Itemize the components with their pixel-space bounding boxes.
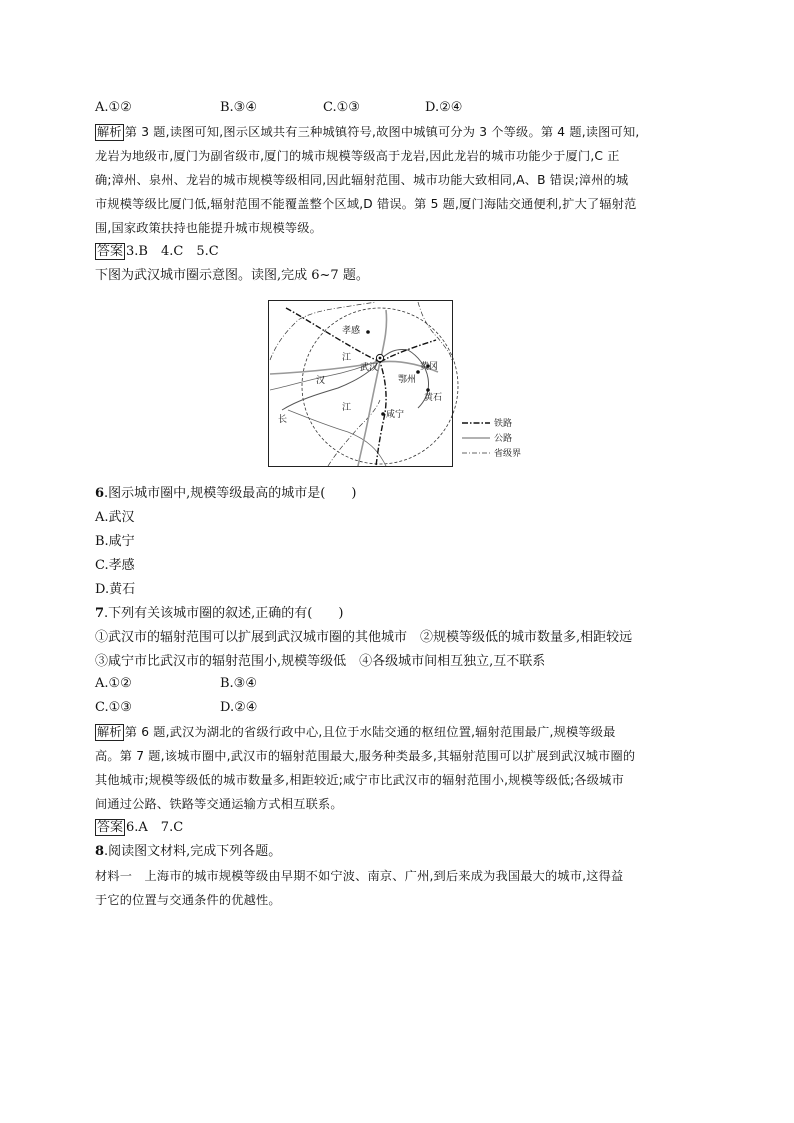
xiaogan-marker <box>366 330 370 334</box>
answer-1: 答案 3.B 4.C 5.C <box>97 244 219 259</box>
question-8: 8.阅读图文材料,完成下列各题。 <box>95 844 282 859</box>
analysis-1-line-3: 确;漳州、泉州、龙岩的城市规模等级相同,因此辐射范围、城市功能大致相同,A、B 错误;漳州的城 <box>95 173 629 187</box>
analysis-2-line-2: 高。第 7 题,该城市圈中,武汉市的辐射范围最大,服务种类最多,其辐射范围可以扩展到武汉城市圈的 <box>95 749 636 763</box>
label-jiang-1: 江 <box>342 353 352 363</box>
q6-option-b: B.咸宁 <box>95 534 135 549</box>
q7-option-d: D.②④ <box>220 700 258 715</box>
q6-option-c: C.孝感 <box>95 558 135 573</box>
q5-option-d: D.②④ <box>425 100 463 115</box>
analysis-2-line-1: 解析 第 6 题,武汉为湖北的省级行政中心,且位于水陆交通的枢纽位置,辐射范围最广,规模等级最 <box>97 725 616 739</box>
label-han: 汉 <box>316 376 326 386</box>
label-chang: 长 <box>278 415 288 425</box>
q7-option-a: A.①② <box>95 676 132 691</box>
question-7: 7.下列有关该城市圈的叙述,正确的有( ) <box>95 606 344 621</box>
q5-option-a: A.①② <box>95 100 132 115</box>
q5-option-b: B.③④ <box>220 100 257 115</box>
label-ezhou: 鄂州 <box>398 375 417 385</box>
q6-option-a: A.武汉 <box>95 510 135 525</box>
analysis-2-line-3: 其他城市;规模等级低的城市数量多,相距较近;咸宁市比武汉市的辐射范围小,规模等级低;各级城市 <box>95 773 624 787</box>
analysis-1-line-1: 解析 第 3 题,读图可知,图示区域共有三种城镇符号,故图中城镇可分为 3 个等级。第 4 题,读图可知, <box>97 125 640 139</box>
answer-tag: 答案 <box>97 244 124 259</box>
xianning-marker <box>381 412 385 416</box>
answer-tag-2: 答案 <box>97 820 124 835</box>
label-huangshi: 黄石 <box>424 393 443 403</box>
legend-border: 省级界 <box>494 449 522 459</box>
analysis-1-line-5: 围,国家政策扶持也能提升城市规模等级。 <box>95 221 323 235</box>
wuhan-city-circle-map <box>268 300 538 468</box>
q7-statements-2: ③咸宁市比武汉市的辐射范围小,规模等级低 ④各级城市间相互独立,互不联系 <box>95 654 546 669</box>
analysis-tag: 解析 <box>97 125 122 139</box>
analysis-1-line-4: 市规模等级比厦门低,辐射范围不能覆盖整个区域,D 错误。第 5 题,厦门海陆交通便利,扩大了辐射范 <box>95 197 637 211</box>
question-6: 6.图示城市圈中,规模等级最高的城市是( ) <box>95 486 357 501</box>
material-1-line-1: 材料一 上海市的城市规模等级由早期不如宁波、南京、广州,到后来成为我国最大的城市,这得益 <box>95 869 624 883</box>
huangshi-marker <box>426 388 430 392</box>
analysis-1-line-2: 龙岩为地级市,厦门为副省级市,厦门的城市规模等级高于龙岩,因此龙岩的城市功能少于厦门,C 正 <box>95 149 620 163</box>
label-huanggang: 黄冈 <box>420 362 439 372</box>
legend-road: 公路 <box>494 434 513 444</box>
q7-statements-1: ①武汉市的辐射范围可以扩展到武汉城市圈的其他城市 ②规模等级低的城市数量多,相距较远 <box>95 630 633 645</box>
q7-option-b: B.③④ <box>220 676 257 691</box>
material-1-line-2: 于它的位置与交通条件的优越性。 <box>95 893 281 907</box>
label-xiaogan: 孝感 <box>342 326 361 336</box>
label-xianning: 咸宁 <box>386 410 405 420</box>
q6-option-d: D.黄石 <box>95 582 136 597</box>
analysis-2-line-4: 间通过公路、铁路等交通运输方式相互联系。 <box>95 797 343 811</box>
map-intro: 下图为武汉城市圈示意图。读图,完成 6~7 题。 <box>95 268 369 283</box>
analysis-tag-2: 解析 <box>97 725 122 739</box>
legend-rail: 铁路 <box>494 419 513 429</box>
label-wuhan: 武汉 <box>360 363 379 373</box>
answer-2: 答案 6.A 7.C <box>97 820 184 835</box>
q5-option-c: C.①③ <box>323 100 360 115</box>
q7-option-c: C.①③ <box>95 700 132 715</box>
label-jiang-2: 江 <box>342 403 352 413</box>
